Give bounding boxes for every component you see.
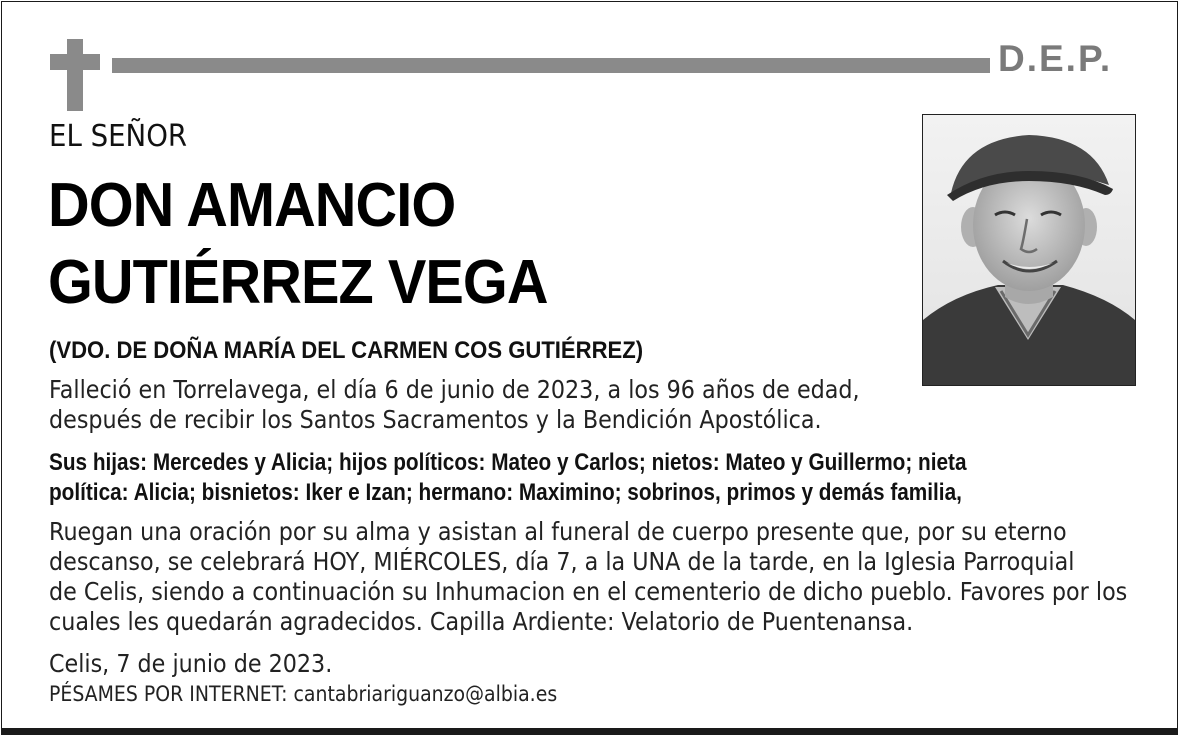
family-line: política: Alicia; bisnietos: Iker e Izan; hermano: Maximino; sobrinos, primos y demás familia,	[49, 479, 962, 506]
condolences-email: PÉSAMES POR INTERNET: cantabriariguanzo@albia.es	[49, 682, 558, 706]
portrait-photo	[922, 114, 1136, 386]
honorific: EL SEÑOR	[49, 119, 188, 154]
funeral-line: Ruegan una oración por su alma y asistan al funeral de cuerpo presente que, por su eterno	[49, 517, 1067, 546]
widower-of: (VDO. DE DOÑA MARÍA DEL CARMEN COS GUTIÉRREZ)	[49, 337, 644, 364]
family-line: Sus hijas: Mercedes y Alicia; hijos políticos: Mateo y Carlos; nietos: Mateo y Guillermo; nieta	[49, 449, 967, 476]
cross-icon	[50, 39, 100, 111]
deceased-name-line-1: DON AMANCIO	[48, 171, 456, 240]
funeral-line: descanso, se celebrará HOY, MIÉRCOLES, día 7, a la UNA de la tarde, en la Iglesia Parroquial	[49, 547, 1075, 576]
obituary-notice	[1, 1, 1178, 735]
death-notice-line: después de recibir los Santos Sacramentos y la Bendición Apostólica.	[49, 405, 822, 434]
funeral-line: de Celis, siendo a continuación su Inhumacion en el cementerio de dicho pueblo. Favores por los	[49, 577, 1128, 606]
header-rule	[112, 58, 990, 73]
place-date: Celis, 7 de junio de 2023.	[49, 649, 333, 678]
deceased-name-line-2: GUTIÉRREZ VEGA	[48, 248, 548, 317]
funeral-line: cuales les quedarán agradecidos. Capilla Ardiente: Velatorio de Puentenansa.	[49, 607, 914, 636]
death-notice-line: Falleció en Torrelavega, el día 6 de junio de 2023, a los 96 años de edad,	[49, 375, 860, 404]
dep-label: D.E.P.	[998, 38, 1113, 79]
bottom-rule	[2, 728, 1177, 734]
